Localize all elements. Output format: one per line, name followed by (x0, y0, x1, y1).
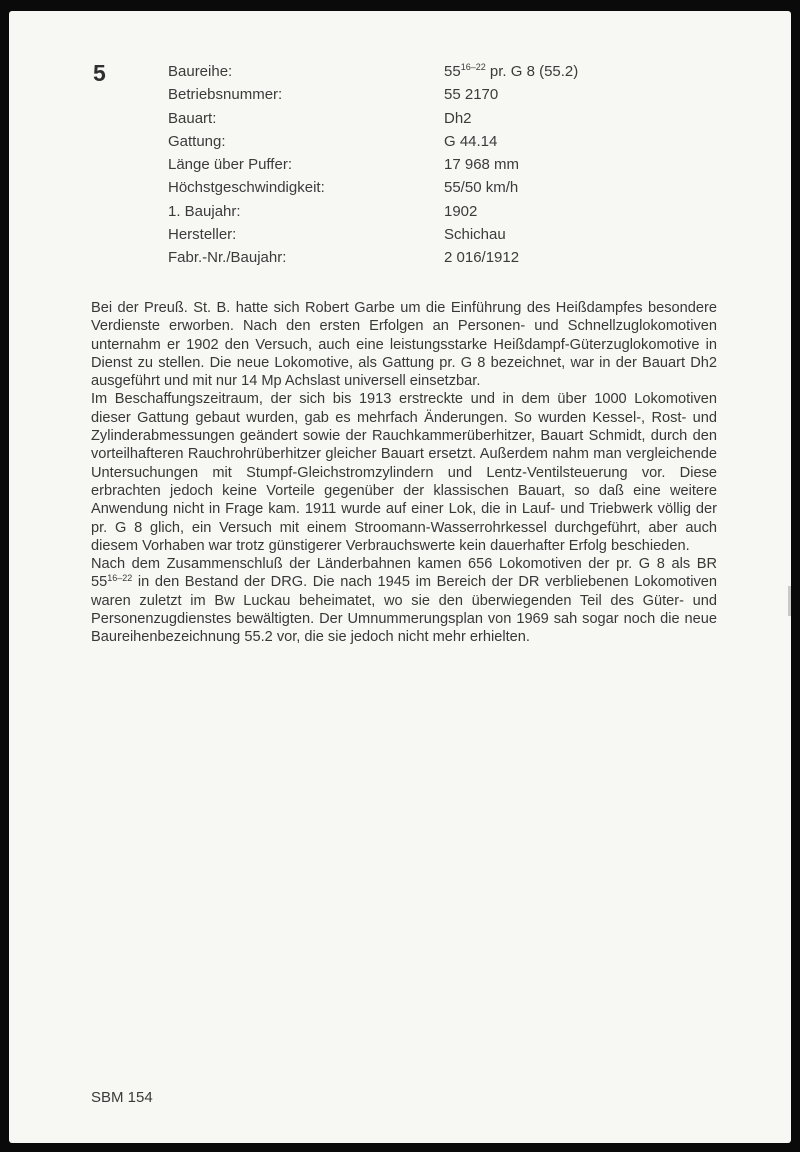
spec-value: 55 2170 (444, 86, 499, 104)
spec-row-baujahr (168, 200, 578, 223)
spec-row-fabrnr (168, 246, 578, 269)
spec-row-betriebsnummer (168, 83, 578, 106)
spec-label: Hersteller: (168, 226, 237, 244)
spec-label: Betriebsnummer: (168, 86, 283, 104)
body-text (91, 299, 717, 647)
paragraph-1: Bei der Preuß. St. B. hatte sich Robert Garbe um die Einführung des Heißdampfes besondere Verdienste erworben. Nach den ersten Erfolgen an Personen- und Schnellzuglokomotiven unternahm er 1902 den Versuch, auch eine leistungsstarke Heißdampf-Güterzuglokomotive in Dienst zu stellen. Die neue Lokomotive, als Gattung pr. G 8 bezeichnet, war in der Bauart Dh2 ausgeführt und mit nur 14 Mp Achslast universell einsetzbar. (91, 300, 717, 390)
paragraph-3 (91, 555, 717, 646)
footer-code: SBM 154 (91, 1089, 153, 1106)
spec-row-baureihe (168, 60, 578, 83)
spec-label: 1. Baujahr: (168, 202, 241, 220)
paragraph-3-superscript: 16–22 (107, 573, 133, 584)
spec-value (444, 60, 578, 83)
spec-value-suffix: pr. G 8 (55.2) (485, 63, 579, 80)
paragraph-3-end: in den Bestand der DRG. Die nach 1945 im Bereich der DR verbliebenen Lokomotiven waren zuletzt im Bw Luckau beheimatet, wo sie den überwiegenden Teil des Güter- und Personenzugdienstes bewältigten. Der Umnummerungsplan von 1969 sah sogar noch die neue Baureihenbezeichnung 55.2 vor, die sie jedoch nicht mehr erhielten. (91, 574, 717, 646)
spec-value: Schichau (444, 226, 506, 244)
spec-row-gattung (168, 130, 578, 153)
spec-value: 1902 (444, 202, 478, 220)
spec-label: Gattung: (168, 132, 226, 150)
card-number: 5 (93, 60, 106, 86)
document-card (9, 11, 791, 1143)
spec-label: Baureihe: (168, 63, 233, 80)
spec-label: Länge über Puffer: (168, 156, 292, 174)
spec-value-main: 55 (444, 63, 461, 80)
spec-label: Bauart: (168, 109, 217, 127)
spec-value: G 44.14 (444, 132, 498, 150)
edge-scuff (788, 586, 791, 616)
spec-value: 17 968 mm (444, 156, 520, 174)
spec-row-hersteller (168, 223, 578, 246)
paragraph-2: Im Beschaffungszeitraum, der sich bis 1913 erstreckte und in dem über 1000 Lokomotiven dieser Gattung gebaut wurden, gab es mehrfach Änderungen. So wurden Kessel-, Rost- und Zylinderabmessungen geändert sowie der Rauchkammerüberhitzer, Bauart Schmidt, durch den vorteilhafteren Rauchrohrüberhitzer gleicher Bauart ersetzt. Außerdem nahm man vergleichende Untersuchungen mit Stumpf-Gleichstromzylindern und Lentz-Ventilsteuerung vor. Diese erbrachten jedoch keine Vorteile gegenüber der klassischen Bauart, so daß eine weitere Anwendung nicht in Frage kam. 1911 wurde auf einer Lok, die in Lauf- und Triebwerk völlig der pr. G 8 glich, ein Versuch mit einem Stroomann-Wasserrohrkessel durchgeführt, aber auch diesem Vorhaben war trotz günstigerer Verbrauchswerte kein dauerhafter Erfolg beschieden. (91, 391, 717, 554)
spec-row-laenge (168, 153, 578, 176)
spec-table (168, 60, 578, 270)
spec-row-bauart (168, 107, 578, 130)
spec-value: 2 016/1912 (444, 249, 520, 267)
spec-label: Fabr.-Nr./Baujahr: (168, 249, 287, 267)
spec-row-geschwindigkeit (168, 176, 578, 199)
spec-value-superscript: 16–22 (460, 62, 486, 72)
paragraph-3-start: Nach dem Zusammenschluß der Länderbahnen kamen 656 Lokomotiven der pr. G 8 als BR 55 (91, 556, 717, 591)
spec-value: 55/50 km/h (444, 179, 519, 197)
spec-label: Höchstgeschwindigkeit: (168, 179, 325, 197)
spec-value: Dh2 (444, 109, 472, 127)
